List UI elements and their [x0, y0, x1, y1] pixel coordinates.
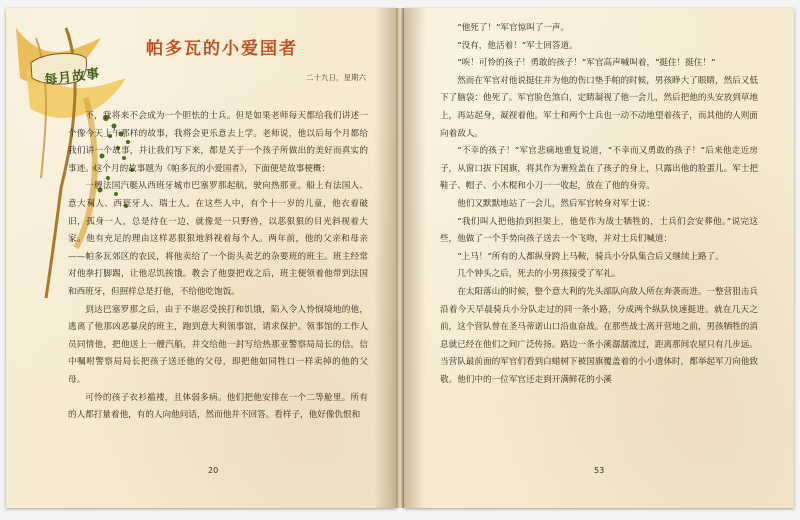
right-page: [404, 8, 794, 508]
paragraph: 到达巴塞罗那之后，由于不堪忍受挨打和饥饿，陷入令人怜悯境地的他，逃离了他那凶恶暴戾的班主，跑到意大利领事馆，请求保护。领事馆的工作人员同情他，把他送上一艘汽船，并交给他一封写给热那亚警察局局长的信。信中嘱咐警察局局长把孩子送还他的父母，即把他如同牲口一样卖掉的他的父母。: [68, 304, 368, 385]
date-line: 二十九日，星期六: [306, 73, 366, 82]
paragraph: “我们叫人把他抬到担架上，他是作为战士牺牲的，士兵们会安葬他。”说完这些，他做了一个手势向孩子送去一个飞吻，并对士兵们喊道：: [440, 216, 758, 245]
book-spine: [396, 8, 404, 508]
paragraph: “上马！”所有的人都纵身跨上马鞍，骑兵小分队集合后又继续上路了。: [457, 251, 724, 262]
paragraph: 他们又默默地站了一会儿，然后军官转身对军士说：: [457, 198, 655, 209]
page-gutter-shadow: [374, 8, 396, 508]
paragraph: “唉！可怜的孩子！勇敢的孩子！”军官高声喊叫着，“挺住！挺住！”: [457, 58, 716, 69]
section-badge: 每月故事: [43, 66, 101, 89]
left-page: [6, 8, 396, 508]
paragraph: 一艘法国汽艇从西班牙城市巴塞罗那起航，驶向热那亚。船上有法国人、意大利人、西班牙人、瑞士人。在这些人中，有个十一岁的儿童，他衣着破旧，孤身一人，总是待在一边，就像是一只野兽，以恶狠狠的目光斜视着大家。他有充足的理由这样恶狠狠地斜视着每个人。两年前，他的父亲和母亲——帕多瓦郊区的农民，将他卖给了一个街头卖艺的杂要班的班主。班主经常对他拳打脚踢，让他忍饥挨饿。教会了他耍把戏之后，班主便领着他带到法国和西班牙，但照样总是打他，不给他吃饱饭。: [68, 181, 368, 297]
right-body-text: [440, 20, 758, 389]
left-body-text: [68, 108, 368, 425]
story-title: 帕多瓦的小爱国者: [146, 39, 298, 59]
paragraph: 几个钟头之后，死去的小男孩接受了军礼。: [457, 269, 621, 280]
paragraph: 然而在军官对他说挺住并为他的伤口垫手帕的时候，男孩睁大了眼睛，然后又低下了脑袋：他死了。军官脸色煞白，定睛凝视了他一会儿，然后把他的头安放到草地上，再站起身，凝视着他。军士和两个士兵也一动不动地望着孩子，而其他的人则面向着敌人。: [440, 75, 758, 139]
paragraph: 可怜的孩子衣衫褴褛，且体弱多病。他们把他安排在一个二等舱里。所有的人都打量着他，有的人向他问话，然而他并不回答。看样子，他好像仇恨和: [68, 392, 368, 421]
paragraph: “不幸的孩子！”军官悲痛地重复说道，“不幸而又勇敢的孩子！”后来他走近房子，从窗口拔下国旗，将其作为裹殓盖在了孩子的身上，只露出他的脸蛋儿。军士把鞋子、帽子、小木棍和小刀一一收起，放在了他的身旁。: [440, 146, 758, 192]
page-gutter-shadow: [404, 8, 426, 508]
page-number: 53: [594, 466, 605, 475]
paragraph: 在太阳落山的时候，整个意大利的先头部队向敌人所在奔袭而进。一整营狙击兵沿着今天早晨骑兵小分队走过的同一条小路，分成两个纵队快速挺进。就在几天之前，这个营队曾在圣马蒂诺山口沿血奋战。在那些战士离开营地之前，男孩牺牲的消息就已经在他们之间广泛传扬。路边一条小溪潺潺流过，距离那间农屋只有几步远。当营队最前面的军官们看到白蜡树下被国旗覆盖着的小小遗体时，都举起军刀向他致敬。他们中的一位军官还走到开满鲜花的小溪: [440, 286, 758, 385]
page-number: 20: [208, 466, 219, 475]
paragraph: “没有，他活着！”军士回答道。: [457, 40, 578, 51]
paragraph: 不，我将来不会成为一个胆怯的士兵。但是如果老师每天都给我们讲述一个像今天上午那样的故事，我将会更乐意去上学。老师说，他以后每个月都给我们讲一个故事，并让我们写下来，都是关于一个孩子所做出的美好而真实的事迹。这个月的故事题为《帕多瓦的小爱国者》，下面便是故事梗概：: [68, 111, 368, 174]
paragraph: “他死了！”军官惊叫了一声。: [457, 23, 570, 33]
